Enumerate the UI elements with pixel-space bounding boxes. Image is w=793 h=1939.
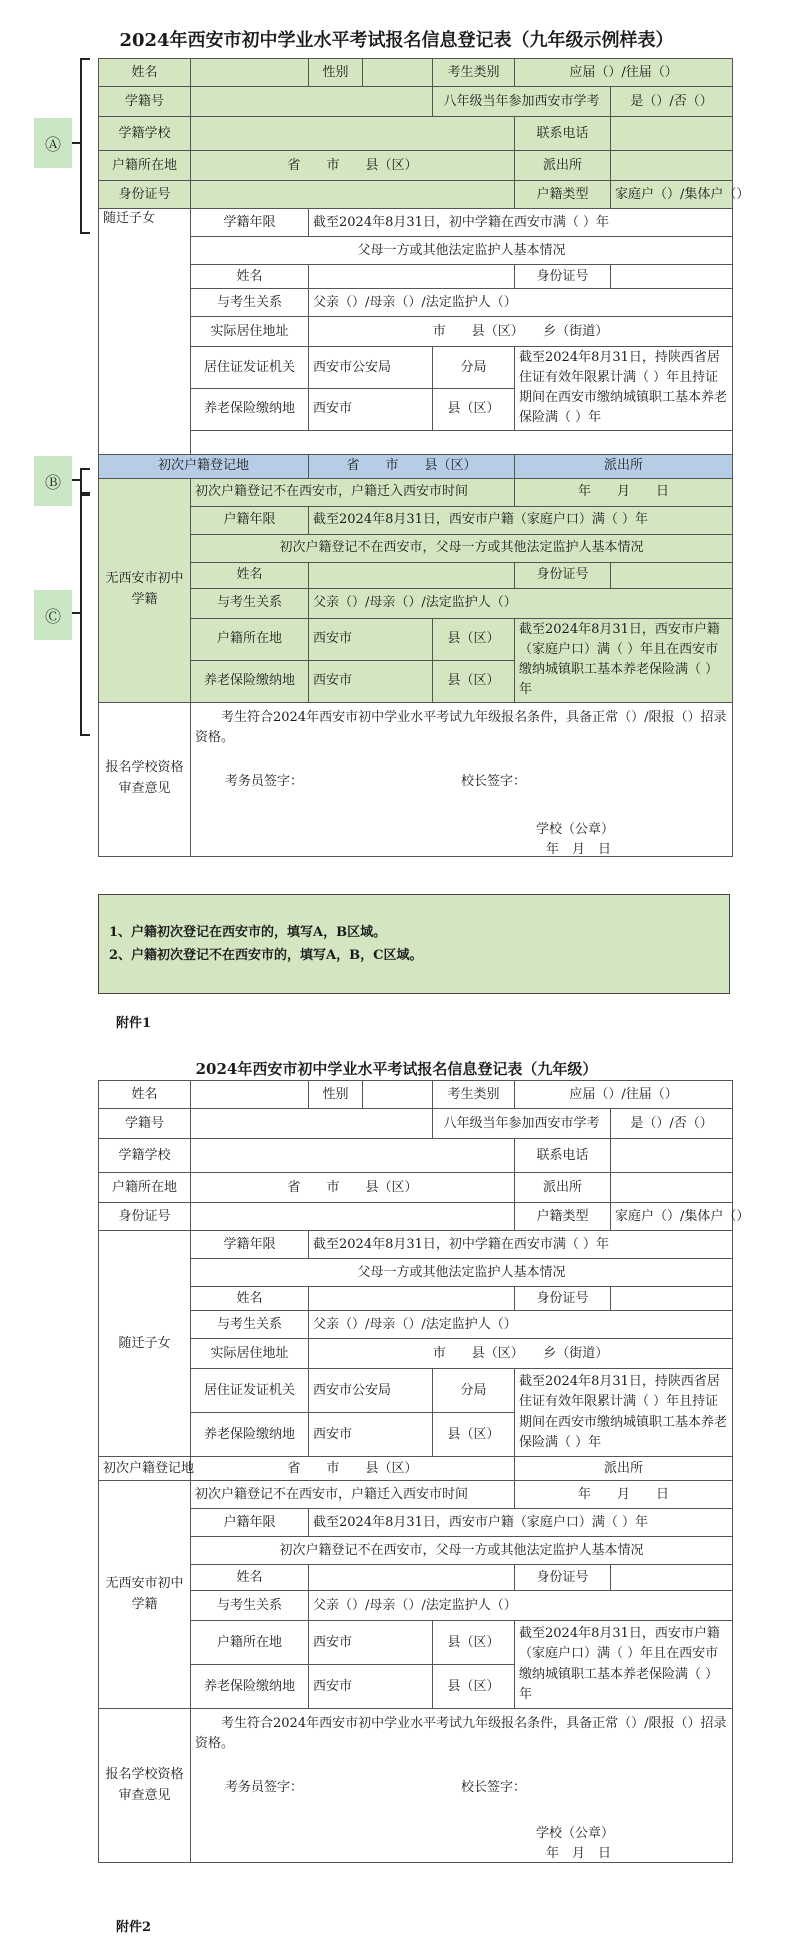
phone-field[interactable]: [611, 1139, 733, 1173]
no-enrollment-label: 无西安市初中学籍: [99, 478, 191, 702]
enrollment-years-text[interactable]: 截至2024年8月31日，初中学籍在西安市满（ ）年: [309, 1231, 733, 1259]
hukou-location-label: 户籍所在地: [99, 151, 191, 181]
hukou-location-field[interactable]: 省 市 县（区）: [191, 151, 515, 181]
c-guardian-info-header: 初次户籍登记不在西安市，父母一方或其他法定监护人基本情况: [191, 1537, 733, 1565]
hukou-type-options[interactable]: 家庭户（）/集体户（）: [611, 181, 733, 209]
c-relation-label: 与考生关系: [191, 588, 309, 618]
c-hukou-location-label: 户籍所在地: [191, 618, 309, 660]
row-moved-time: [99, 478, 733, 506]
c-hukou-county[interactable]: 县（区）: [433, 1621, 515, 1665]
pension-location-label: 养老保险缴纳地: [191, 388, 309, 430]
hukou-years-label: 户籍年限: [191, 506, 309, 534]
section-c-marker: Ⓒ: [34, 590, 72, 640]
row-school: [99, 117, 733, 151]
row-permit-office: [99, 1369, 733, 1413]
guardian-info-header: 父母一方或其他法定监护人基本情况: [191, 1259, 733, 1287]
id-card-field[interactable]: [191, 1203, 515, 1231]
guardian-name-label: 姓名: [191, 265, 309, 289]
enrollment-years-label: 学籍年限: [191, 209, 309, 237]
row-c-relation: [99, 1591, 733, 1621]
c-hukou-location-label: 户籍所在地: [191, 1621, 309, 1665]
grade8-options[interactable]: 是（）/否（）: [611, 87, 733, 117]
student-no-field[interactable]: [191, 87, 433, 117]
c-hukou-city[interactable]: 西安市: [309, 1621, 433, 1665]
police-station-label: 派出所: [515, 151, 611, 181]
police-station-field[interactable]: [611, 1173, 733, 1203]
bureau-label: 分局: [433, 1369, 515, 1413]
no-enrollment-label: 无西安市初中学籍: [99, 1481, 191, 1709]
exam-category-options[interactable]: 应届（）/往届（）: [515, 1081, 733, 1109]
c-guardian-id-label: 身份证号: [515, 562, 611, 588]
row-c-guardian-name: [99, 1565, 733, 1591]
guardian-name-field[interactable]: [309, 265, 515, 289]
c-guardian-id-field[interactable]: [611, 562, 733, 588]
migrant-tail: [191, 430, 733, 454]
c-pension-county[interactable]: 县（区）: [433, 660, 515, 702]
c-hukou-note: 截至2024年8月31日，西安市户籍（家庭户口）满（ ）年且在西安市缴纳城镇职工基本养老保险满（ ）年: [515, 618, 733, 702]
guardian-name-field[interactable]: [309, 1287, 515, 1311]
section-c-brace: [80, 492, 90, 736]
row-name: [99, 1081, 733, 1109]
review-text: 考生符合2024年西安市初中学业水平考试九年级报名条件，具备正常（）/限报（）招录资格。: [195, 709, 727, 745]
exam-category-label: 考生类别: [433, 59, 515, 87]
phone-label: 联系电话: [515, 1139, 611, 1173]
row-c-guardian-name: [99, 562, 733, 588]
review-box: [191, 1709, 733, 1863]
guardian-id-field[interactable]: [611, 265, 733, 289]
row-student-no: [99, 1109, 733, 1139]
row-student-no: [99, 87, 733, 117]
instruction-1: 1、户籍初次登记在西安市的，填写A，B区域。: [109, 925, 387, 940]
enrollment-years-label: 学籍年限: [191, 1231, 309, 1259]
school-label: 学籍学校: [99, 117, 191, 151]
id-card-label: 身份证号: [99, 181, 191, 209]
c-pension-city[interactable]: 西安市: [309, 1665, 433, 1709]
first-hukou-label: 初次户籍登记地: [99, 454, 309, 478]
c-guardian-name-label: 姓名: [191, 1565, 309, 1591]
moved-time-field[interactable]: 年 月 日: [515, 478, 733, 506]
pension-county[interactable]: 县（区）: [433, 388, 515, 430]
pension-county[interactable]: 县（区）: [433, 1413, 515, 1457]
section-a-brace: [80, 58, 90, 234]
phone-field[interactable]: [611, 117, 733, 151]
row-relation: [99, 1311, 733, 1339]
section-b-marker: Ⓑ: [34, 456, 72, 506]
section-b-brace-tip: [72, 479, 80, 481]
gender-label: 性别: [309, 59, 363, 87]
moved-time-label: 初次户籍登记不在西安市，户籍迁入西安市时间: [191, 1481, 515, 1509]
row-enrollment-years: [99, 209, 733, 237]
c-hukou-county[interactable]: 县（区）: [433, 618, 515, 660]
row-school: [99, 1139, 733, 1173]
row-enrollment-years: [99, 1231, 733, 1259]
row-hukou: [99, 151, 733, 181]
blank-form-title: 2024年西安市初中学业水平考试报名信息登记表（九年级）: [195, 1060, 598, 1078]
c-guardian-name-field[interactable]: [309, 1565, 515, 1591]
residence-field[interactable]: 市 县（区） 乡（街道）: [309, 1339, 733, 1369]
enrollment-years-text[interactable]: 截至2024年8月31日，初中学籍在西安市满（ ）年: [309, 209, 733, 237]
blank-registration-form: [98, 1080, 750, 1863]
row-review: [99, 1709, 733, 1863]
permit-office-field[interactable]: 西安市公安局: [309, 1369, 433, 1413]
residence-label: 实际居住地址: [191, 1339, 309, 1369]
first-hukou-field[interactable]: 省 市 县（区）: [191, 1457, 515, 1481]
c-relation-label: 与考生关系: [191, 1591, 309, 1621]
exam-category-options[interactable]: 应届（）/往届（）: [515, 59, 733, 87]
row-id-card: [99, 181, 733, 209]
attachment-2-label: 附件2: [116, 1920, 152, 1935]
hukou-type-label: 户籍类型: [515, 181, 611, 209]
school-field[interactable]: [191, 1139, 515, 1173]
row-c-hukou-location: [99, 618, 733, 660]
gender-field[interactable]: [363, 1081, 433, 1109]
permit-note: 截至2024年8月31日，持陕西省居住证有效年限累计满（ ）年且持证期间在西安市缴纳城镇职工基本养老保险满（ ）年: [515, 347, 733, 431]
row-first-hukou: [99, 454, 733, 478]
review-label: 报名学校资格审查意见: [99, 1709, 191, 1863]
student-no-label: 学籍号: [99, 1109, 191, 1139]
c-pension-city[interactable]: 西安市: [309, 660, 433, 702]
c-pension-county[interactable]: 县（区）: [433, 1665, 515, 1709]
police-station-label: 派出所: [515, 1173, 611, 1203]
section-a-brace-tip: [72, 142, 80, 144]
staff-sign: 考务员签字：: [225, 1780, 304, 1795]
phone-label: 联系电话: [515, 117, 611, 151]
row-guardian-info: [99, 237, 733, 265]
guardian-id-label: 身份证号: [515, 265, 611, 289]
section-a-marker: Ⓐ: [34, 118, 72, 168]
pension-city[interactable]: 西安市: [309, 388, 433, 430]
school-label: 学籍学校: [99, 1139, 191, 1173]
row-c-guardian-info: [99, 1537, 733, 1565]
hukou-type-label: 户籍类型: [515, 1203, 611, 1231]
name-field[interactable]: [191, 1081, 309, 1109]
row-hukou-years: [99, 1509, 733, 1537]
row-residence: [99, 1339, 733, 1369]
c-guardian-name-label: 姓名: [191, 562, 309, 588]
guardian-name-label: 姓名: [191, 1287, 309, 1311]
principal-sign: 校长签字：: [461, 773, 527, 789]
review-text: 考生符合2024年西安市初中学业水平考试九年级报名条件，具备正常（）/限报（）招录资格。: [195, 1716, 727, 1752]
first-hukou-police[interactable]: 派出所: [515, 1457, 733, 1481]
relation-options[interactable]: 父亲（）/母亲（）/法定监护人（）: [309, 289, 733, 317]
grade8-label: 八年级当年参加西安市学考: [433, 87, 611, 117]
hukou-years-text[interactable]: 截至2024年8月31日，西安市户籍（家庭户口）满（ ）年: [309, 1509, 733, 1537]
row-id-card: [99, 1203, 733, 1231]
gender-label: 性别: [309, 1081, 363, 1109]
school-field[interactable]: [191, 117, 515, 151]
migrant-children-label: 随迁子女: [99, 1231, 191, 1457]
pension-location-label: 养老保险缴纳地: [191, 1413, 309, 1457]
moved-time-label: 初次户籍登记不在西安市，户籍迁入西安市时间: [191, 478, 515, 506]
police-station-field[interactable]: [611, 151, 733, 181]
review-date: 年 月 日: [546, 1846, 612, 1861]
principal-sign: 校长签字：: [461, 1780, 527, 1795]
c-pension-label: 养老保险缴纳地: [191, 1665, 309, 1709]
student-no-label: 学籍号: [99, 87, 191, 117]
guardian-id-field[interactable]: [611, 1287, 733, 1311]
exam-category-label: 考生类别: [433, 1081, 515, 1109]
relation-label: 与考生关系: [191, 1311, 309, 1339]
review-label: 报名学校资格审查意见: [99, 702, 191, 856]
grade8-options[interactable]: 是（）/否（）: [611, 1109, 733, 1139]
c-guardian-id-label: 身份证号: [515, 1565, 611, 1591]
first-hukou-police[interactable]: 派出所: [515, 454, 733, 478]
name-label: 姓名: [99, 1081, 191, 1109]
first-hukou-label: 初次户籍登记地: [99, 1457, 191, 1481]
permit-office-label: 居住证发证机关: [191, 347, 309, 389]
first-hukou-field[interactable]: 省 市 县（区）: [309, 454, 515, 478]
hukou-type-options[interactable]: 家庭户（）/集体户（）: [611, 1203, 733, 1231]
sample-form-title: 2024年西安市初中学业水平考试报名信息登记表（九年级示例样表）: [119, 30, 674, 51]
row-relation: [99, 289, 733, 317]
guardian-info-header: 父母一方或其他法定监护人基本情况: [191, 237, 733, 265]
review-date: 年 月 日: [546, 841, 612, 857]
row-c-guardian-info: [99, 534, 733, 562]
section-c-brace-tip: [72, 612, 80, 614]
row-guardian-name: [99, 1287, 733, 1311]
c-pension-label: 养老保险缴纳地: [191, 660, 309, 702]
name-field[interactable]: [191, 59, 309, 87]
c-guardian-name-field[interactable]: [309, 562, 515, 588]
guardian-id-label: 身份证号: [515, 1287, 611, 1311]
school-seal: 学校（公章）: [536, 1826, 615, 1841]
row-c-hukou-location: [99, 1621, 733, 1665]
relation-options[interactable]: 父亲（）/母亲（）/法定监护人（）: [309, 1311, 733, 1339]
name-label: 姓名: [99, 59, 191, 87]
row-hukou: [99, 1173, 733, 1203]
row-hukou-years: [99, 506, 733, 534]
c-relation-options[interactable]: 父亲（）/母亲（）/法定监护人（）: [309, 1591, 733, 1621]
review-box: [191, 702, 733, 856]
row-guardian-info: [99, 1259, 733, 1287]
residence-label: 实际居住地址: [191, 317, 309, 347]
staff-sign: 考务员签字：: [225, 773, 304, 789]
row-review: [99, 702, 733, 856]
hukou-location-field[interactable]: 省 市 县（区）: [191, 1173, 515, 1203]
pension-city[interactable]: 西安市: [309, 1413, 433, 1457]
instructions-box: [98, 894, 730, 994]
grade8-label: 八年级当年参加西安市学考: [433, 1109, 611, 1139]
moved-time-field[interactable]: 年 月 日: [515, 1481, 733, 1509]
attachment-1-label: 附件1: [116, 1016, 152, 1031]
c-guardian-info-header: 初次户籍登记不在西安市，父母一方或其他法定监护人基本情况: [191, 534, 733, 562]
hukou-years-label: 户籍年限: [191, 1509, 309, 1537]
id-card-field[interactable]: [191, 181, 515, 209]
relation-label: 与考生关系: [191, 289, 309, 317]
permit-office-field[interactable]: 西安市公安局: [309, 347, 433, 389]
row-moved-time: [99, 1481, 733, 1509]
student-no-field[interactable]: [191, 1109, 433, 1139]
row-migrant-tail: [99, 430, 733, 454]
id-card-label: 身份证号: [99, 1203, 191, 1231]
row-first-hukou: [99, 1457, 733, 1481]
c-guardian-id-field[interactable]: [611, 1565, 733, 1591]
bureau-label: 分局: [433, 347, 515, 389]
migrant-children-label: 随迁子女: [99, 209, 191, 455]
c-hukou-city[interactable]: 西安市: [309, 618, 433, 660]
row-permit-office: [99, 347, 733, 389]
hukou-location-label: 户籍所在地: [99, 1173, 191, 1203]
row-c-relation: [99, 588, 733, 618]
hukou-years-text[interactable]: 截至2024年8月31日，西安市户籍（家庭户口）满（ ）年: [309, 506, 733, 534]
c-relation-options[interactable]: 父亲（）/母亲（）/法定监护人（）: [309, 588, 733, 618]
c-hukou-note: 截至2024年8月31日，西安市户籍（家庭户口）满（ ）年且在西安市缴纳城镇职工基本养老保险满（ ）年: [515, 1621, 733, 1709]
permit-note: 截至2024年8月31日，持陕西省居住证有效年限累计满（ ）年且持证期间在西安市缴纳城镇职工基本养老保险满（ ）年: [515, 1369, 733, 1457]
instruction-2: 2、户籍初次登记不在西安市的，填写A，B，C区域。: [109, 948, 423, 964]
permit-office-label: 居住证发证机关: [191, 1369, 309, 1413]
row-residence: [99, 317, 733, 347]
residence-field[interactable]: 市 县（区） 乡（街道）: [309, 317, 733, 347]
row-guardian-name: [99, 265, 733, 289]
sample-registration-form: [98, 58, 750, 857]
school-seal: 学校（公章）: [536, 821, 615, 837]
gender-field[interactable]: [363, 59, 433, 87]
row-name: [99, 59, 733, 87]
